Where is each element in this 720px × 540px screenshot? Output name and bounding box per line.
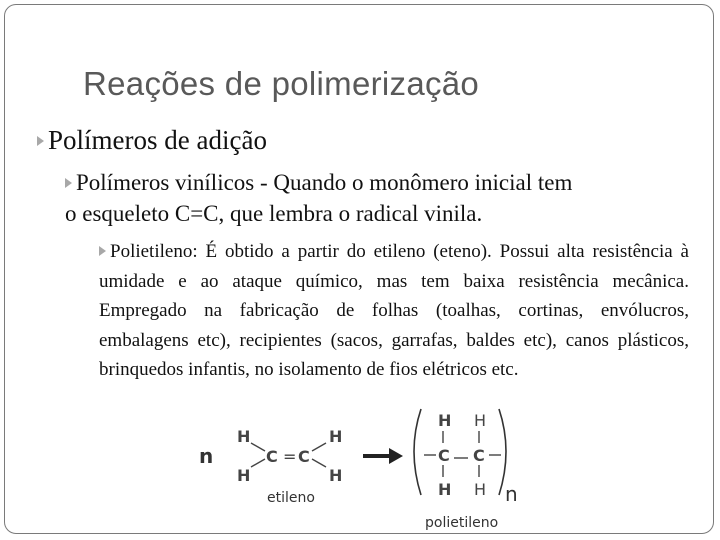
atom-c: C: [438, 446, 450, 465]
bullet-marker-icon: [99, 246, 106, 256]
bullet-level2: [65, 167, 695, 229]
atom-h: H: [438, 411, 452, 430]
polymer-subscript-n: n: [505, 482, 518, 506]
bullet-level1-text: Polímeros de adição: [48, 125, 267, 155]
bullet-level3: [99, 237, 689, 385]
monomer-coefficient: n: [199, 444, 214, 468]
polymerization-diagram: [195, 405, 525, 534]
slide: [4, 4, 714, 534]
atom-h: H: [237, 427, 251, 446]
atom-h: H: [329, 427, 343, 446]
slide-title: Reações de polimerização: [83, 65, 480, 102]
atom-h: H: [237, 466, 251, 485]
bullet-level3-text: Polietileno: É obtido a partir do etileno (eteno). Possui alta resistência à umidade e ao ataque químico, mas tem baixa resistência mecânica. Empregado na fabricação de folhas (toalhas, cortinas, envólucros, embalagens etc), recipientes (sacos, garrafas, baldes etc), canos plásticos, brinquedos infantis, no isolamento de fios elétricos etc.: [99, 241, 689, 380]
bullet-level2-line1: Polímeros vinílicos - Quando o monômero inicial tem: [76, 170, 573, 195]
bullet-level2-line2: o esqueleto C=C, que lembra o radical vinila.: [65, 201, 483, 226]
atom-c: C: [266, 447, 278, 466]
bullet-marker-icon: [37, 136, 44, 146]
bullet-marker-icon: [65, 178, 72, 188]
bullet-level1: [37, 125, 267, 156]
atom-h: H: [474, 480, 487, 499]
atom-c: C: [473, 446, 485, 465]
atom-h: H: [438, 480, 452, 499]
double-bond: =: [283, 447, 297, 466]
atom-c: C: [298, 447, 310, 466]
polymer-label: polietileno: [425, 515, 499, 531]
monomer-label: etileno: [267, 490, 315, 506]
atom-h: H: [329, 466, 343, 485]
reaction-arrow-icon: [389, 448, 403, 464]
atom-h: H: [474, 411, 487, 430]
